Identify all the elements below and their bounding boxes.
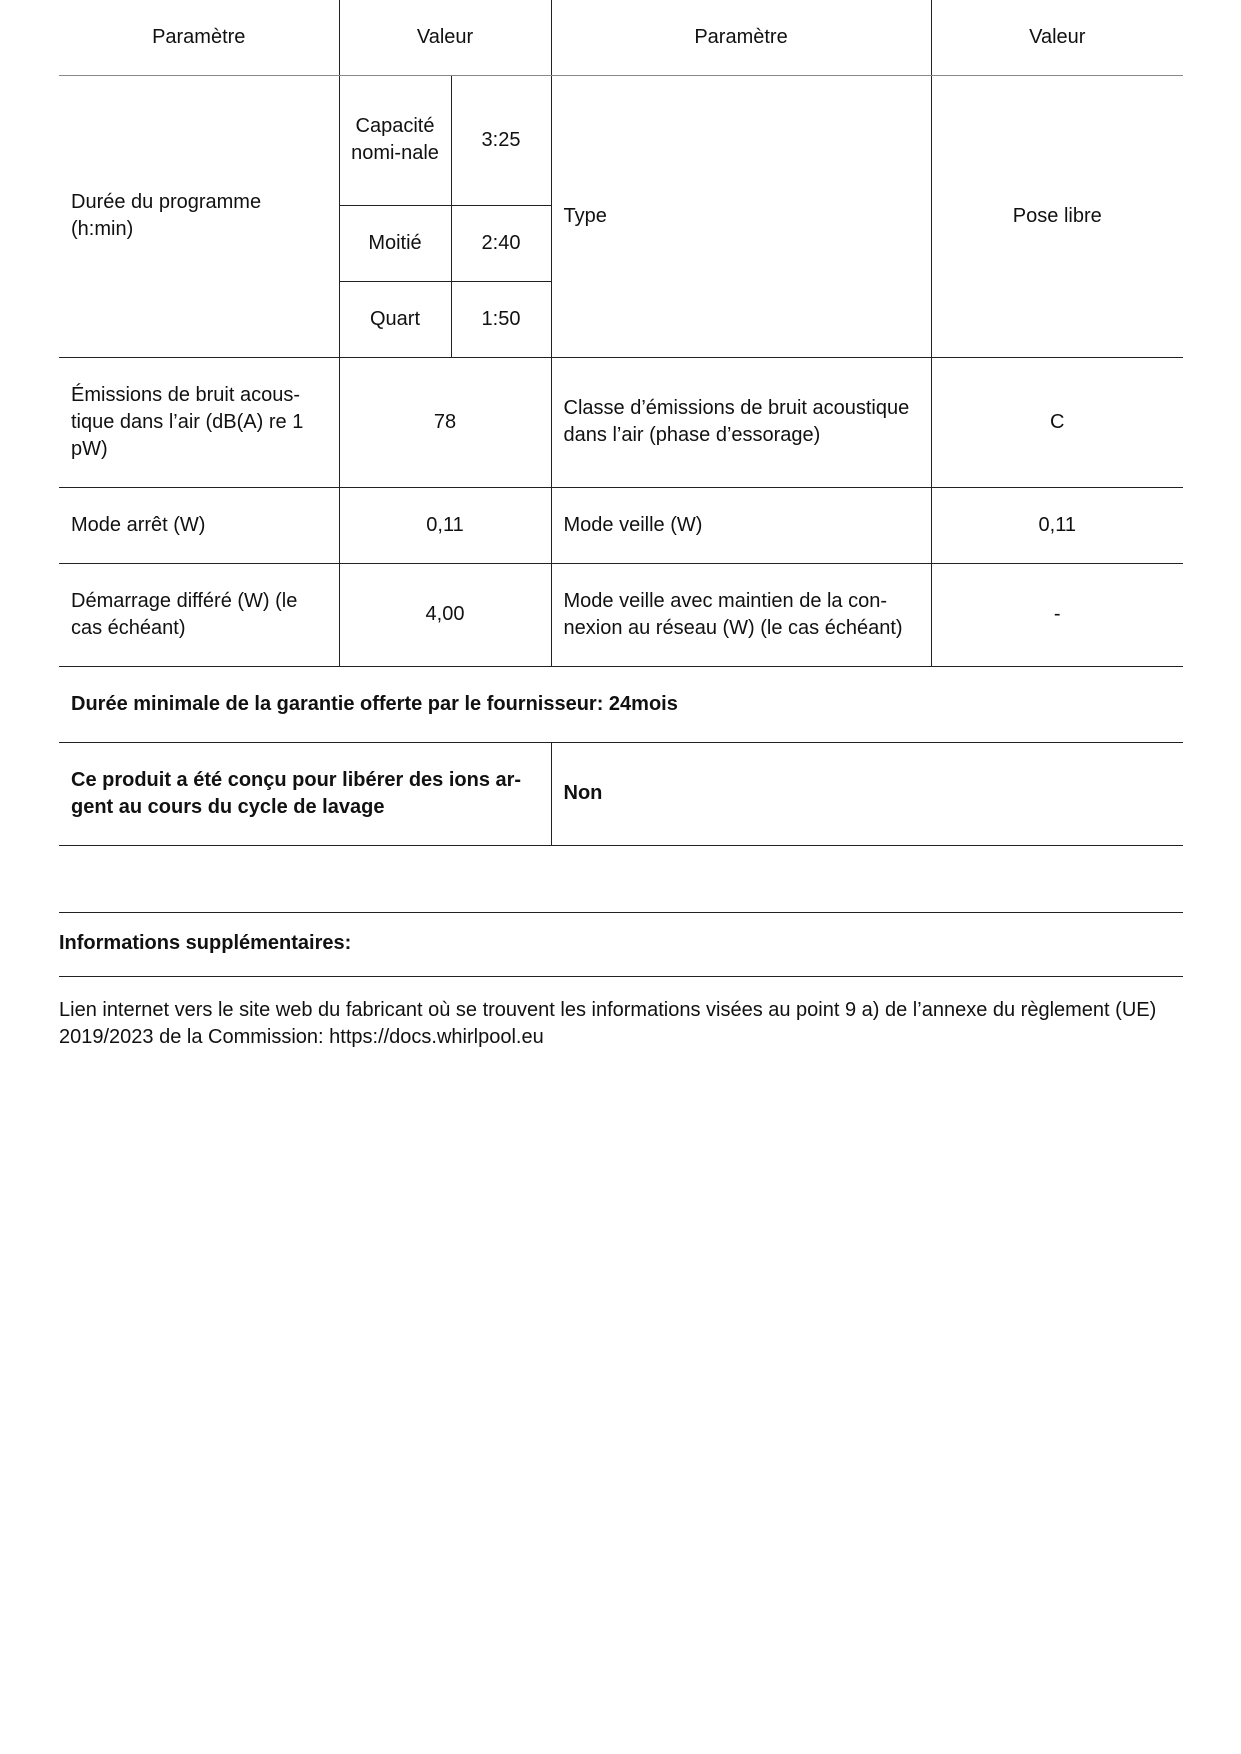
info-top-divider [59,912,1183,913]
table-row-duration-full [59,75,1183,205]
off-mode-label: Mode arrêt (W) [59,487,339,563]
duration-value-full: 3:25 [451,75,551,205]
type-label: Type [551,75,931,357]
duration-sub-label-quarter: Quart [339,281,451,357]
duration-value-quarter: 1:50 [451,281,551,357]
delay-start-value: 4,00 [339,563,551,666]
spec-table [59,0,1183,846]
network-standby-label: Mode veille avec maintien de la con-nexion au réseau (W) (le cas échéant) [551,563,931,666]
noise-class-label: Classe d’émissions de bruit acoustique dans l’air (phase d’essorage) [551,357,931,487]
standby-label: Mode veille (W) [551,487,931,563]
duration-sub-label-half: Moitié [339,205,451,281]
header-param-2: Paramètre [551,0,931,75]
table-row-delay-start [59,563,1183,666]
noise-class-value: C [931,357,1183,487]
warranty-text: Durée minimale de la garantie offerte par le fournisseur: 24mois [59,666,1183,742]
table-row-warranty [59,666,1183,742]
noise-value: 78 [339,357,551,487]
type-value: Pose libre [931,75,1183,357]
duration-value-half: 2:40 [451,205,551,281]
standby-value: 0,11 [931,487,1183,563]
off-mode-value: 0,11 [339,487,551,563]
silver-ions-value: Non [551,742,1183,845]
network-standby-value: - [931,563,1183,666]
spec-sheet [59,0,1183,846]
silver-ions-label: Ce produit a été conçu pour libérer des ions ar-gent au cours du cycle de lavage [59,742,551,845]
table-row-silver-ions [59,742,1183,845]
duration-label: Durée du programme (h:min) [59,75,339,357]
info-bottom-divider [59,976,1183,977]
table-row-off-mode [59,487,1183,563]
header-value-1: Valeur [339,0,551,75]
manufacturer-link-text: Lien internet vers le site web du fabricant où se trouvent les informations visées au point 9 a) de l’annexe du règlement (UE) 2019/2023 de la Commission: https://docs.whirlpool.eu [59,999,1157,1048]
info-title: Informations supplémentaires: [59,932,352,954]
header-param-1: Paramètre [59,0,339,75]
table-row-noise [59,357,1183,487]
delay-start-label: Démarrage différé (W) (le cas échéant) [59,563,339,666]
header-value-2: Valeur [931,0,1183,75]
duration-sub-label-full: Capacité nomi-nale [339,75,451,205]
table-header-row [59,0,1183,75]
noise-label: Émissions de bruit acous-tique dans l’air (dB(A) re 1 pW) [59,357,339,487]
